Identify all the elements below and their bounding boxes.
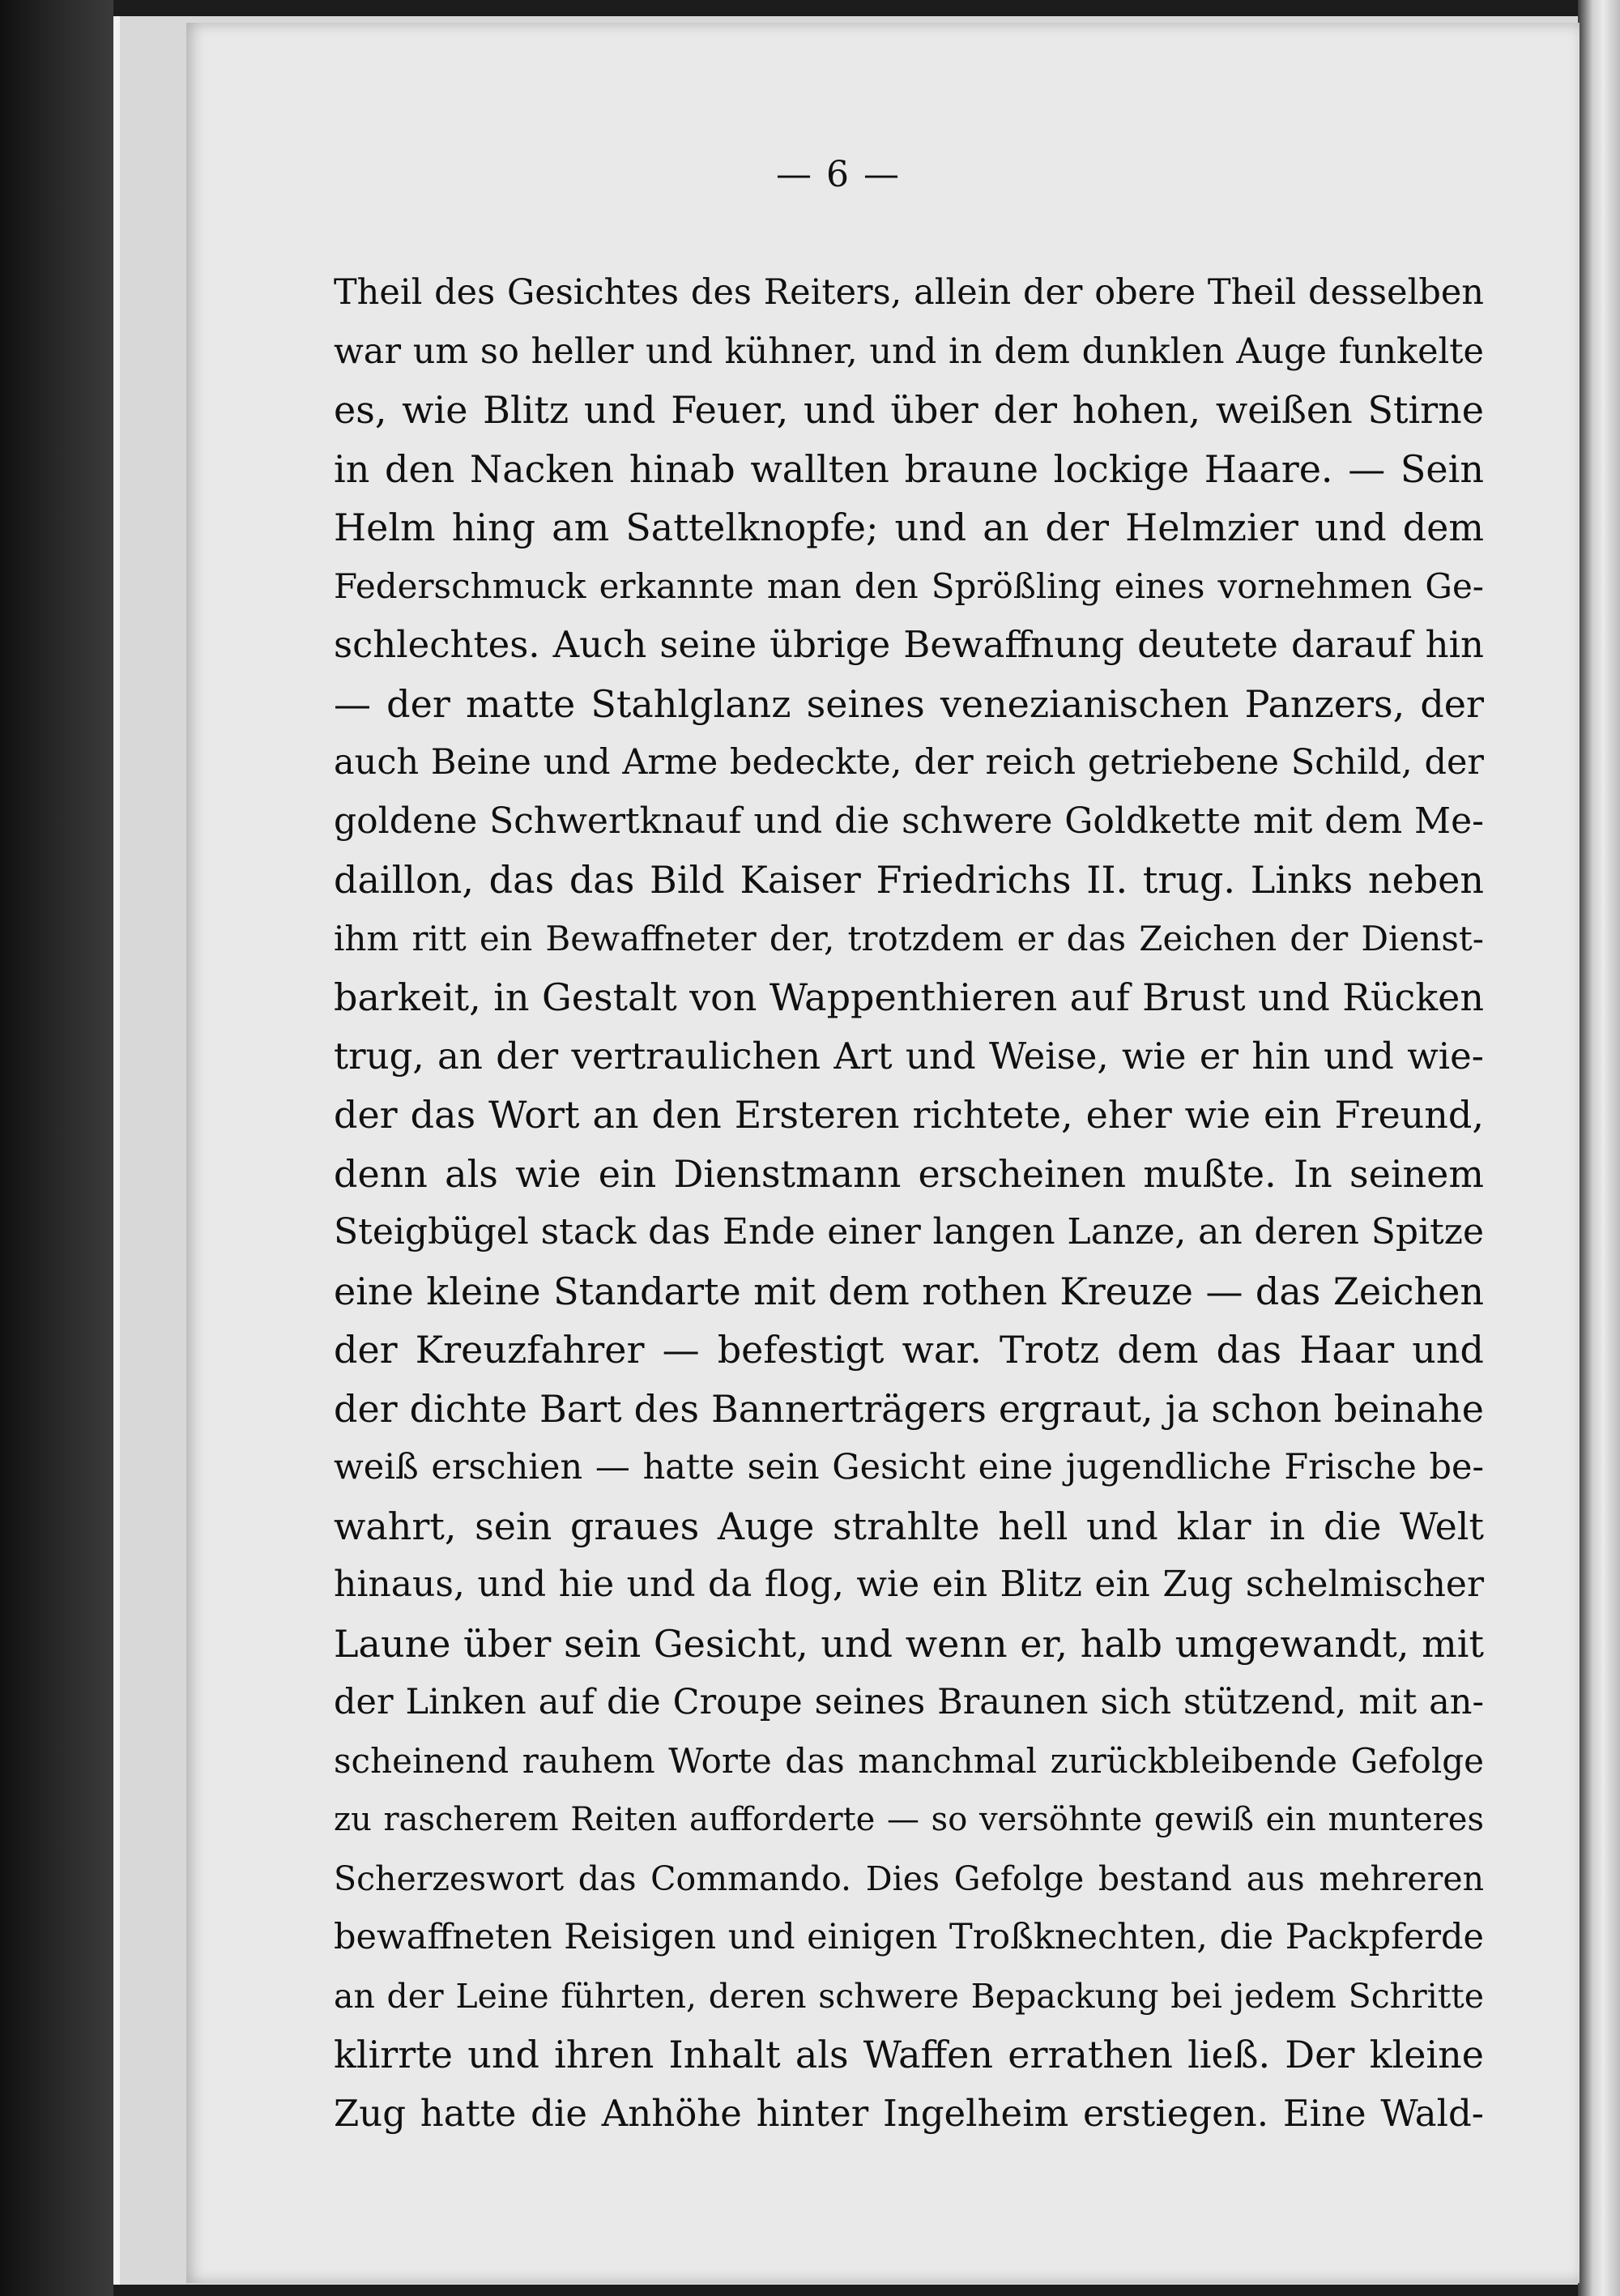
text-line: der das Wort an den Ersteren richtete, eher wie ein Freund, xyxy=(334,1093,1484,1137)
text-line: — der matte Stahlglanz seines venezianischen Panzers, der xyxy=(334,681,1484,726)
text-line: Theil des Gesichtes des Reiters, allein der obere Theil desselben xyxy=(334,272,1484,313)
text-line: Laune über sein Gesicht, und wenn er, halb umgewandt, mit xyxy=(334,1621,1484,1666)
text-line: an der Leine führten, deren schwere Bepackung bei jedem Schritte xyxy=(334,1976,1484,2016)
text-line: der Linken auf die Croupe seines Braunen sich stützend, mit an- xyxy=(334,1682,1484,1722)
text-line: Federschmuck erkannte man den Sprößling eines vornehmen Ge- xyxy=(334,565,1484,606)
text-line: war um so heller und kühner, und in dem dunklen Auge funkelte xyxy=(334,331,1484,372)
text-line: denn als wie ein Dienstmann erscheinen mußte. In seinem xyxy=(334,1151,1484,1196)
facing-page-edge xyxy=(1578,0,1620,2296)
text-line: goldene Schwertknauf und die schwere Goldkette mit dem Me- xyxy=(334,800,1484,842)
text-line: barkeit, in Gestalt von Wappenthieren auf Brust und Rücken xyxy=(334,975,1484,1019)
text-line: zu rascherem Reiten aufforderte — so versöhnte gewiß ein munteres xyxy=(334,1801,1484,1838)
text-line: daillon, das das Bild Kaiser Friedrichs II. trug. Links neben xyxy=(334,858,1484,902)
text-line: der dichte Bart des Bannerträgers ergraut, ja schon beinahe xyxy=(334,1386,1484,1431)
text-line: ihm ritt ein Bewaffneter der, trotzdem er das Zeichen der Dienst- xyxy=(334,918,1484,958)
text-line: eine kleine Standarte mit dem rothen Kreuze — das Zeichen xyxy=(334,1269,1484,1313)
scan-border-left xyxy=(0,0,113,2296)
text-line: hinaus, und hie und da flog, wie ein Blitz ein Zug schelmischer xyxy=(334,1564,1484,1605)
text-line: Zug hatte die Anhöhe hinter Ingelheim erstiegen. Eine Wald- xyxy=(334,2091,1484,2135)
text-line: auch Beine und Arme bedeckte, der reich getriebene Schild, der xyxy=(334,742,1484,783)
page-number: — 6 — xyxy=(776,154,901,195)
text-line: bewaffneten Reisigen und einigen Troßknechten, die Packpferde xyxy=(334,1917,1484,1957)
text-line: klirrte und ihren Inhalt als Waffen errathen ließ. Der kleine xyxy=(334,2033,1484,2076)
text-line: Helm hing am Sattelknopfe; und an der Helmzier und dem xyxy=(334,506,1484,549)
text-line: scheinend rauhem Worte das manchmal zurückbleibende Gefolge xyxy=(334,1740,1484,1781)
text-line: es, wie Blitz und Feuer, und über der hohen, weißen Stirne xyxy=(334,388,1484,432)
text-line: Scherzeswort das Commando. Dies Gefolge bestand aus mehreren xyxy=(334,1859,1484,1898)
text-line: Steigbügel stack das Ende einer langen Lanze, an deren Spitze xyxy=(334,1211,1484,1253)
text-line: in den Nacken hinab wallten braune lockige Haare. — Sein xyxy=(334,446,1484,491)
page-body-text xyxy=(334,263,1484,2143)
text-line: weiß erschien — hatte sein Gesicht eine jugendliche Frische be- xyxy=(334,1447,1484,1487)
text-line: schlechtes. Auch seine übrige Bewaffnung deutete darauf hin xyxy=(334,623,1484,666)
text-line: wahrt, sein graues Auge strahlte hell und klar in die Welt xyxy=(334,1504,1484,1548)
text-line: trug, an der vertraulichen Art und Weise, wie er hin und wie- xyxy=(334,1034,1484,1078)
text-line: der Kreuzfahrer — befestigt war. Trotz dem das Haar und xyxy=(334,1328,1484,1372)
